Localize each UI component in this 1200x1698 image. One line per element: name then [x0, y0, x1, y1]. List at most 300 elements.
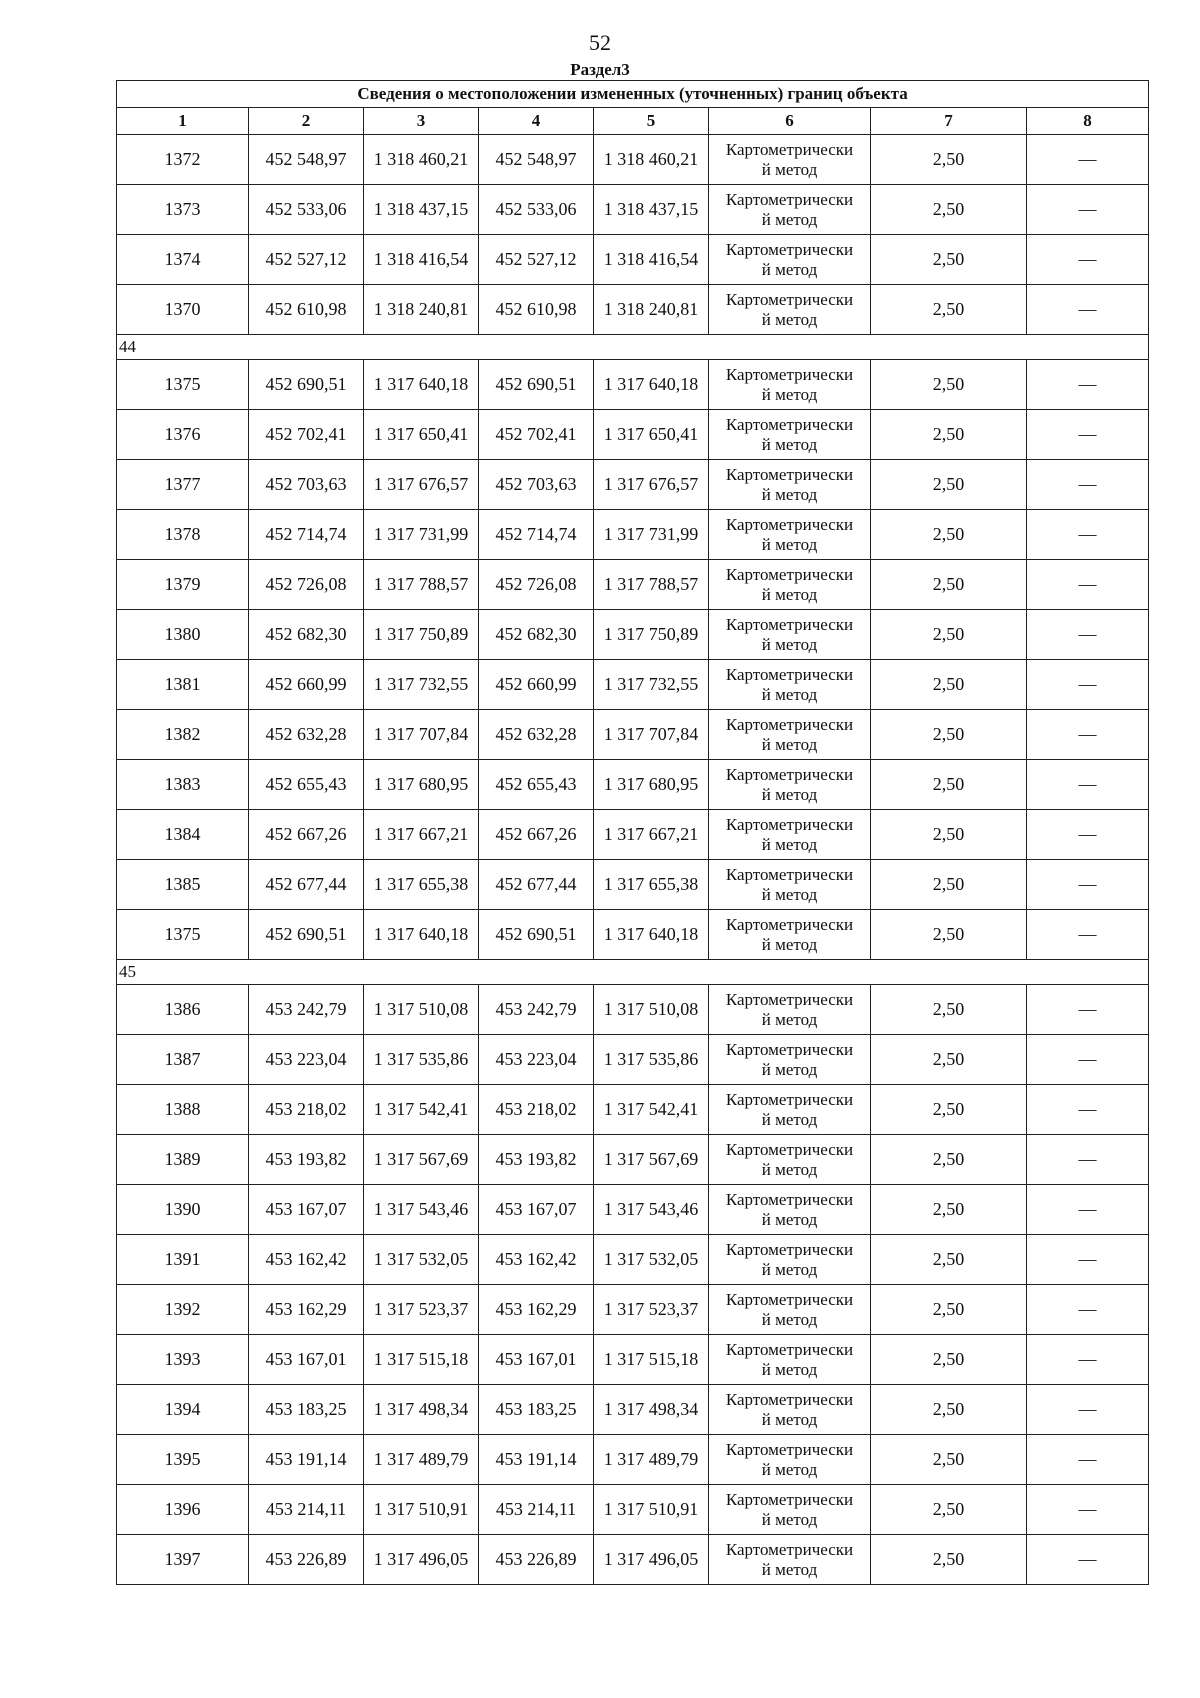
empty-mark-cell: —: [1027, 910, 1149, 960]
point-number-cell: 1388: [117, 1085, 249, 1135]
x-existing-cell: 452 632,28: [249, 710, 364, 760]
point-number-cell: 1385: [117, 860, 249, 910]
y-new-cell: 1 317 655,38: [594, 860, 709, 910]
table-row: [117, 1285, 1149, 1335]
x-new-cell: 452 548,97: [479, 135, 594, 185]
table-row: [117, 510, 1149, 560]
method-cell: [709, 285, 871, 335]
empty-mark-cell: —: [1027, 1535, 1149, 1585]
y-existing-cell: 1 317 655,38: [364, 860, 479, 910]
method-line-2: й метод: [761, 1309, 818, 1329]
precision-cell: 2,50: [871, 660, 1027, 710]
y-existing-cell: 1 317 680,95: [364, 760, 479, 810]
method-cell: [709, 135, 871, 185]
method-cell: [709, 360, 871, 410]
x-existing-cell: 453 167,01: [249, 1335, 364, 1385]
precision-cell: 2,50: [871, 1185, 1027, 1235]
precision-cell: 2,50: [871, 1385, 1027, 1435]
y-existing-cell: 1 317 732,55: [364, 660, 479, 710]
empty-mark-cell: —: [1027, 560, 1149, 610]
point-number-cell: 1397: [117, 1535, 249, 1585]
point-number-cell: 1387: [117, 1035, 249, 1085]
precision-cell: 2,50: [871, 1235, 1027, 1285]
x-new-cell: 452 690,51: [479, 910, 594, 960]
x-new-cell: 453 226,89: [479, 1535, 594, 1585]
method-cell: [709, 185, 871, 235]
y-new-cell: 1 317 567,69: [594, 1135, 709, 1185]
x-new-cell: 452 677,44: [479, 860, 594, 910]
method-line-2: й метод: [761, 1509, 818, 1529]
contour-number: 45: [117, 960, 1149, 985]
method-line-2: й метод: [761, 684, 818, 704]
method-cell: [709, 1285, 871, 1335]
table-row: [117, 560, 1149, 610]
contour-group-row: [117, 335, 1149, 360]
method-cell: [709, 910, 871, 960]
table-row: [117, 710, 1149, 760]
table-row: [117, 360, 1149, 410]
x-new-cell: 452 682,30: [479, 610, 594, 660]
y-existing-cell: 1 317 567,69: [364, 1135, 479, 1185]
empty-mark-cell: —: [1027, 235, 1149, 285]
method-line-1: Картометрически: [725, 1189, 854, 1209]
method-line-2: й метод: [761, 1209, 818, 1229]
precision-cell: 2,50: [871, 985, 1027, 1035]
method-line-1: Картометрически: [725, 139, 854, 159]
y-new-cell: 1 317 640,18: [594, 910, 709, 960]
method-cell: [709, 1135, 871, 1185]
column-number-row: [117, 108, 1149, 135]
column-number-4: 4: [479, 108, 594, 135]
empty-mark-cell: —: [1027, 185, 1149, 235]
column-number-7: 7: [871, 108, 1027, 135]
column-number-5: 5: [594, 108, 709, 135]
precision-cell: 2,50: [871, 1335, 1027, 1385]
empty-mark-cell: —: [1027, 760, 1149, 810]
point-number-cell: 1377: [117, 460, 249, 510]
empty-mark-cell: —: [1027, 1135, 1149, 1185]
method-line-1: Картометрически: [725, 564, 854, 584]
method-line-1: Картометрически: [725, 1239, 854, 1259]
point-number-cell: 1393: [117, 1335, 249, 1385]
table-row: [117, 660, 1149, 710]
method-line-1: Картометрически: [725, 1289, 854, 1309]
method-line-1: Картометрически: [725, 864, 854, 884]
precision-cell: 2,50: [871, 910, 1027, 960]
precision-cell: 2,50: [871, 1435, 1027, 1485]
method-cell: [709, 1035, 871, 1085]
x-existing-cell: 453 223,04: [249, 1035, 364, 1085]
y-new-cell: 1 317 510,08: [594, 985, 709, 1035]
x-new-cell: 452 660,99: [479, 660, 594, 710]
x-new-cell: 453 183,25: [479, 1385, 594, 1435]
method-cell: [709, 1185, 871, 1235]
x-new-cell: 452 726,08: [479, 560, 594, 610]
y-existing-cell: 1 317 498,34: [364, 1385, 479, 1435]
empty-mark-cell: —: [1027, 135, 1149, 185]
y-existing-cell: 1 317 640,18: [364, 910, 479, 960]
method-line-2: й метод: [761, 1359, 818, 1379]
x-new-cell: 452 655,43: [479, 760, 594, 810]
empty-mark-cell: —: [1027, 410, 1149, 460]
point-number-cell: 1375: [117, 910, 249, 960]
point-number-cell: 1382: [117, 710, 249, 760]
x-existing-cell: 452 527,12: [249, 235, 364, 285]
y-existing-cell: 1 317 750,89: [364, 610, 479, 660]
x-new-cell: 452 610,98: [479, 285, 594, 335]
precision-cell: 2,50: [871, 1035, 1027, 1085]
x-existing-cell: 452 660,99: [249, 660, 364, 710]
y-new-cell: 1 317 496,05: [594, 1535, 709, 1585]
empty-mark-cell: —: [1027, 660, 1149, 710]
method-cell: [709, 985, 871, 1035]
precision-cell: 2,50: [871, 460, 1027, 510]
point-number-cell: 1373: [117, 185, 249, 235]
method-cell: [709, 560, 871, 610]
y-new-cell: 1 317 543,46: [594, 1185, 709, 1235]
y-existing-cell: 1 317 542,41: [364, 1085, 479, 1135]
table-row: [117, 1035, 1149, 1085]
empty-mark-cell: —: [1027, 985, 1149, 1035]
x-existing-cell: 453 242,79: [249, 985, 364, 1035]
table-row: [117, 985, 1149, 1035]
x-new-cell: 452 703,63: [479, 460, 594, 510]
x-new-cell: 453 162,42: [479, 1235, 594, 1285]
x-existing-cell: 453 183,25: [249, 1385, 364, 1435]
point-number-cell: 1376: [117, 410, 249, 460]
empty-mark-cell: —: [1027, 1485, 1149, 1535]
y-existing-cell: 1 317 532,05: [364, 1235, 479, 1285]
y-existing-cell: 1 317 788,57: [364, 560, 479, 610]
empty-mark-cell: —: [1027, 1285, 1149, 1335]
y-existing-cell: 1 317 535,86: [364, 1035, 479, 1085]
empty-mark-cell: —: [1027, 1235, 1149, 1285]
method-line-1: Картометрически: [725, 189, 854, 209]
table-row: [117, 860, 1149, 910]
point-number-cell: 1375: [117, 360, 249, 410]
method-cell: [709, 410, 871, 460]
y-new-cell: 1 317 515,18: [594, 1335, 709, 1385]
method-cell: [709, 1335, 871, 1385]
y-new-cell: 1 317 750,89: [594, 610, 709, 660]
contour-group-row: [117, 960, 1149, 985]
precision-cell: 2,50: [871, 1085, 1027, 1135]
table-row: [117, 1385, 1149, 1435]
x-new-cell: 452 527,12: [479, 235, 594, 285]
precision-cell: 2,50: [871, 560, 1027, 610]
empty-mark-cell: —: [1027, 710, 1149, 760]
method-cell: [709, 1085, 871, 1135]
precision-cell: 2,50: [871, 710, 1027, 760]
boundary-coordinates-table: [116, 80, 1149, 1585]
table-row: [117, 1185, 1149, 1235]
y-new-cell: 1 317 523,37: [594, 1285, 709, 1335]
y-new-cell: 1 317 732,55: [594, 660, 709, 710]
x-new-cell: 452 714,74: [479, 510, 594, 560]
precision-cell: 2,50: [871, 1485, 1027, 1535]
x-new-cell: 453 223,04: [479, 1035, 594, 1085]
point-number-cell: 1394: [117, 1385, 249, 1435]
y-new-cell: 1 317 650,41: [594, 410, 709, 460]
method-cell: [709, 1235, 871, 1285]
y-existing-cell: 1 317 515,18: [364, 1335, 479, 1385]
empty-mark-cell: —: [1027, 810, 1149, 860]
point-number-cell: 1386: [117, 985, 249, 1035]
table-row: [117, 1535, 1149, 1585]
method-line-1: Картометрически: [725, 514, 854, 534]
column-number-1: 1: [117, 108, 249, 135]
x-existing-cell: 452 682,30: [249, 610, 364, 660]
point-number-cell: 1379: [117, 560, 249, 610]
method-line-1: Картометрически: [725, 989, 854, 1009]
table-body: [117, 135, 1149, 1585]
table-row: [117, 460, 1149, 510]
table-row: [117, 285, 1149, 335]
point-number-cell: 1380: [117, 610, 249, 660]
y-existing-cell: 1 318 416,54: [364, 235, 479, 285]
point-number-cell: 1392: [117, 1285, 249, 1335]
table-row: [117, 760, 1149, 810]
method-line-1: Картометрически: [725, 1439, 854, 1459]
precision-cell: 2,50: [871, 360, 1027, 410]
precision-cell: 2,50: [871, 1135, 1027, 1185]
x-new-cell: 452 667,26: [479, 810, 594, 860]
method-line-2: й метод: [761, 584, 818, 604]
method-line-2: й метод: [761, 209, 818, 229]
y-existing-cell: 1 317 496,05: [364, 1535, 479, 1585]
method-line-1: Картометрически: [725, 289, 854, 309]
method-cell: [709, 610, 871, 660]
empty-mark-cell: —: [1027, 610, 1149, 660]
x-existing-cell: 452 703,63: [249, 460, 364, 510]
method-line-1: Картометрически: [725, 1339, 854, 1359]
method-line-2: й метод: [761, 884, 818, 904]
y-existing-cell: 1 317 510,91: [364, 1485, 479, 1535]
empty-mark-cell: —: [1027, 360, 1149, 410]
method-line-2: й метод: [761, 484, 818, 504]
point-number-cell: 1370: [117, 285, 249, 335]
point-number-cell: 1396: [117, 1485, 249, 1535]
precision-cell: 2,50: [871, 760, 1027, 810]
method-line-2: й метод: [761, 1109, 818, 1129]
x-existing-cell: 453 193,82: [249, 1135, 364, 1185]
method-line-2: й метод: [761, 1409, 818, 1429]
x-existing-cell: 452 533,06: [249, 185, 364, 235]
method-line-1: Картометрически: [725, 614, 854, 634]
x-existing-cell: 452 690,51: [249, 360, 364, 410]
x-existing-cell: 452 702,41: [249, 410, 364, 460]
table-row: [117, 1085, 1149, 1135]
table-row: [117, 185, 1149, 235]
method-line-1: Картометрически: [725, 914, 854, 934]
x-new-cell: 453 162,29: [479, 1285, 594, 1335]
y-new-cell: 1 317 542,41: [594, 1085, 709, 1135]
method-line-1: Картометрически: [725, 1089, 854, 1109]
method-line-2: й метод: [761, 1259, 818, 1279]
y-existing-cell: 1 318 460,21: [364, 135, 479, 185]
method-cell: [709, 460, 871, 510]
precision-cell: 2,50: [871, 1535, 1027, 1585]
point-number-cell: 1395: [117, 1435, 249, 1485]
x-new-cell: 453 193,82: [479, 1135, 594, 1185]
empty-mark-cell: —: [1027, 1085, 1149, 1135]
y-existing-cell: 1 317 731,99: [364, 510, 479, 560]
precision-cell: 2,50: [871, 1285, 1027, 1335]
method-cell: [709, 1385, 871, 1435]
method-line-2: й метод: [761, 1159, 818, 1179]
contour-number: 44: [117, 335, 1149, 360]
method-line-1: Картометрически: [725, 1539, 854, 1559]
x-existing-cell: 452 548,97: [249, 135, 364, 185]
point-number-cell: 1384: [117, 810, 249, 860]
empty-mark-cell: —: [1027, 1435, 1149, 1485]
y-existing-cell: 1 317 640,18: [364, 360, 479, 410]
x-existing-cell: 453 167,07: [249, 1185, 364, 1235]
method-line-2: й метод: [761, 934, 818, 954]
method-line-2: й метод: [761, 159, 818, 179]
method-cell: [709, 760, 871, 810]
y-new-cell: 1 317 640,18: [594, 360, 709, 410]
y-new-cell: 1 317 535,86: [594, 1035, 709, 1085]
x-existing-cell: 453 191,14: [249, 1435, 364, 1485]
x-new-cell: 452 533,06: [479, 185, 594, 235]
x-existing-cell: 452 667,26: [249, 810, 364, 860]
method-line-1: Картометрически: [725, 364, 854, 384]
method-line-2: й метод: [761, 1459, 818, 1479]
x-new-cell: 453 167,07: [479, 1185, 594, 1235]
section-title: Раздел3: [570, 60, 630, 79]
x-existing-cell: 453 226,89: [249, 1535, 364, 1585]
x-existing-cell: 452 714,74: [249, 510, 364, 560]
y-new-cell: 1 318 240,81: [594, 285, 709, 335]
precision-cell: 2,50: [871, 410, 1027, 460]
table-row: [117, 135, 1149, 185]
precision-cell: 2,50: [871, 510, 1027, 560]
method-line-1: Картометрически: [725, 764, 854, 784]
method-line-1: Картометрически: [725, 414, 854, 434]
y-existing-cell: 1 317 650,41: [364, 410, 479, 460]
table-row: [117, 1235, 1149, 1285]
method-line-2: й метод: [761, 1559, 818, 1579]
x-existing-cell: 452 677,44: [249, 860, 364, 910]
method-line-2: й метод: [761, 834, 818, 854]
method-cell: [709, 235, 871, 285]
y-existing-cell: 1 317 707,84: [364, 710, 479, 760]
x-existing-cell: 453 162,29: [249, 1285, 364, 1335]
column-number-8: 8: [1027, 108, 1149, 135]
table-row: [117, 1335, 1149, 1385]
y-existing-cell: 1 317 510,08: [364, 985, 479, 1035]
table-caption: Сведения о местоположении измененных (уточненных) границ объекта: [117, 81, 1149, 108]
x-new-cell: 452 702,41: [479, 410, 594, 460]
precision-cell: 2,50: [871, 235, 1027, 285]
empty-mark-cell: —: [1027, 1335, 1149, 1385]
point-number-cell: 1378: [117, 510, 249, 560]
precision-cell: 2,50: [871, 135, 1027, 185]
method-line-1: Картометрически: [725, 1039, 854, 1059]
x-existing-cell: 452 690,51: [249, 910, 364, 960]
y-new-cell: 1 317 532,05: [594, 1235, 709, 1285]
y-existing-cell: 1 318 437,15: [364, 185, 479, 235]
method-line-1: Картометрически: [725, 1389, 854, 1409]
table-row: [117, 910, 1149, 960]
column-number-2: 2: [249, 108, 364, 135]
point-number-cell: 1372: [117, 135, 249, 185]
empty-mark-cell: —: [1027, 1035, 1149, 1085]
method-line-1: Картометрически: [725, 464, 854, 484]
y-existing-cell: 1 317 667,21: [364, 810, 479, 860]
method-line-2: й метод: [761, 784, 818, 804]
method-line-2: й метод: [761, 734, 818, 754]
y-existing-cell: 1 317 489,79: [364, 1435, 479, 1485]
method-line-1: Картометрически: [725, 664, 854, 684]
method-cell: [709, 1435, 871, 1485]
method-line-2: й метод: [761, 259, 818, 279]
x-existing-cell: 453 162,42: [249, 1235, 364, 1285]
y-new-cell: 1 317 676,57: [594, 460, 709, 510]
y-new-cell: 1 317 731,99: [594, 510, 709, 560]
method-line-2: й метод: [761, 309, 818, 329]
point-number-cell: 1381: [117, 660, 249, 710]
precision-cell: 2,50: [871, 185, 1027, 235]
method-cell: [709, 510, 871, 560]
y-new-cell: 1 317 788,57: [594, 560, 709, 610]
x-new-cell: 453 242,79: [479, 985, 594, 1035]
method-cell: [709, 810, 871, 860]
y-existing-cell: 1 317 523,37: [364, 1285, 479, 1335]
x-new-cell: 453 167,01: [479, 1335, 594, 1385]
y-new-cell: 1 317 489,79: [594, 1435, 709, 1485]
y-new-cell: 1 318 416,54: [594, 235, 709, 285]
method-line-1: Картометрически: [725, 714, 854, 734]
method-line-2: й метод: [761, 634, 818, 654]
y-new-cell: 1 318 460,21: [594, 135, 709, 185]
empty-mark-cell: —: [1027, 1185, 1149, 1235]
x-existing-cell: 452 610,98: [249, 285, 364, 335]
method-line-1: Картометрически: [725, 1489, 854, 1509]
y-new-cell: 1 317 667,21: [594, 810, 709, 860]
column-number-3: 3: [364, 108, 479, 135]
method-cell: [709, 1485, 871, 1535]
method-line-2: й метод: [761, 434, 818, 454]
x-new-cell: 453 214,11: [479, 1485, 594, 1535]
method-cell: [709, 1535, 871, 1585]
precision-cell: 2,50: [871, 810, 1027, 860]
x-new-cell: 452 690,51: [479, 360, 594, 410]
table-row: [117, 1135, 1149, 1185]
x-existing-cell: 452 726,08: [249, 560, 364, 610]
method-line-1: Картометрически: [725, 814, 854, 834]
empty-mark-cell: —: [1027, 860, 1149, 910]
x-existing-cell: 453 218,02: [249, 1085, 364, 1135]
method-line-2: й метод: [761, 534, 818, 554]
method-line-2: й метод: [761, 1009, 818, 1029]
table-row: [117, 810, 1149, 860]
x-new-cell: 453 218,02: [479, 1085, 594, 1135]
x-new-cell: 452 632,28: [479, 710, 594, 760]
x-new-cell: 453 191,14: [479, 1435, 594, 1485]
y-new-cell: 1 317 707,84: [594, 710, 709, 760]
x-existing-cell: 452 655,43: [249, 760, 364, 810]
table-row: [117, 235, 1149, 285]
precision-cell: 2,50: [871, 285, 1027, 335]
y-new-cell: 1 317 510,91: [594, 1485, 709, 1535]
y-new-cell: 1 317 498,34: [594, 1385, 709, 1435]
method-cell: [709, 860, 871, 910]
table-row: [117, 610, 1149, 660]
method-line-2: й метод: [761, 1059, 818, 1079]
table-row: [117, 1435, 1149, 1485]
